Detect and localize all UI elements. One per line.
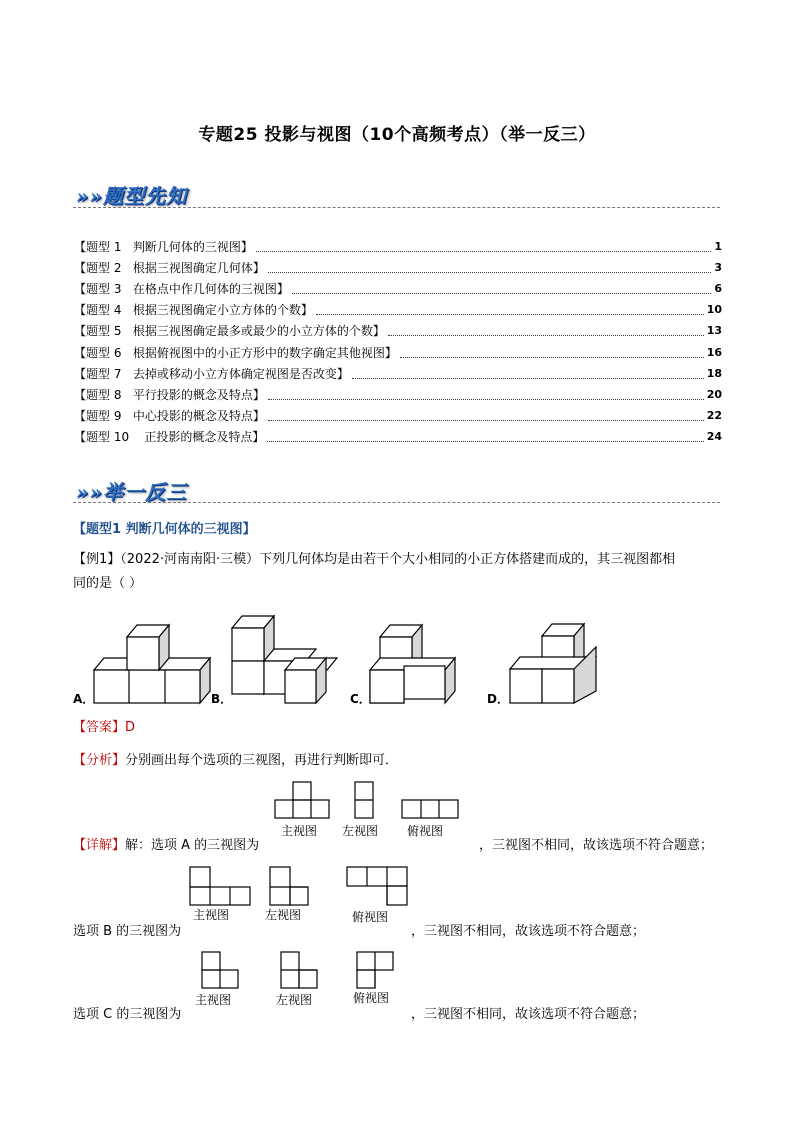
- toc-item[interactable]: 【题型 3 在格点中作几何体的三视图】 6: [74, 281, 722, 296]
- section-heading: 【题型1 判断几何体的三视图】: [73, 522, 256, 537]
- detail-option-c-conclusion: ，三视图不相同，故该选项不符合题意；: [411, 1007, 646, 1022]
- detail-option-b-conclusion: ，三视图不相同，故该选项不符合题意；: [411, 924, 646, 939]
- view-label-front: 主视图: [195, 993, 232, 1007]
- option-b-figure: [232, 616, 337, 703]
- view-label-top: 俯视图: [353, 991, 390, 1005]
- option-figures: [70, 612, 730, 712]
- toc-item[interactable]: 【题型 2 根据三视图确定几何体】 3: [74, 260, 722, 275]
- view-label-front: 主视图: [281, 824, 318, 838]
- option-c-figure: [370, 625, 455, 703]
- option-d-label: D．: [487, 692, 509, 706]
- detail-option-b: 选项 B 的三视图为: [73, 924, 182, 939]
- example-question: 【例1】（2022·河南南阳·三模）下列几何体均是由若干个大小相同的小正方体搭建而成的，其三视图都相 同的是（ ）: [73, 552, 676, 591]
- toc-item[interactable]: 【题型 8 平行投影的概念及特点】 20: [74, 387, 722, 402]
- divider: [73, 207, 720, 208]
- view-label-left: 左视图: [265, 908, 302, 922]
- view-label-left: 左视图: [276, 993, 313, 1007]
- view-label-front: 主视图: [193, 908, 230, 922]
- option-a-views: [270, 780, 470, 822]
- toc-item[interactable]: 【题型 7 去掉或移动小立方体确定视图是否改变】 18: [74, 366, 722, 381]
- toc-item[interactable]: 【题型 1 判断几何体的三视图】 1: [74, 239, 722, 254]
- detail-option-c: 选项 C 的三视图为: [73, 1007, 182, 1022]
- banner-topic-preview: »»题型先知: [76, 184, 187, 208]
- detail-option-a-conclusion: ，三视图不相同，故该选项不符合题意；: [479, 838, 714, 853]
- toc-item[interactable]: 【题型 5 根据三视图确定最多或最少的小立方体的个数】 13: [74, 323, 722, 338]
- view-label-left: 左视图: [342, 824, 379, 838]
- detail-option-a: 【详解】解：选项 A 的三视图为: [73, 838, 260, 853]
- toc-item[interactable]: 【题型 4 根据三视图确定小立方体的个数】 10: [74, 302, 722, 317]
- page-title: 专题25 投影与视图（10个高频考点）（举一反三）: [198, 125, 596, 145]
- option-a-figure: [94, 625, 210, 703]
- option-b-label: B．: [211, 692, 233, 706]
- view-label-top: 俯视图: [352, 910, 389, 924]
- option-a-label: A．: [73, 692, 95, 706]
- view-label-top: 俯视图: [407, 824, 444, 838]
- answer-line: 【答案】D: [73, 720, 136, 735]
- divider: [73, 502, 720, 503]
- option-c-views: [197, 948, 417, 992]
- toc-item[interactable]: 【题型 9 中心投影的概念及特点】 22: [74, 408, 722, 423]
- option-d-figure: [510, 624, 596, 703]
- analysis-line: 【分析】分别画出每个选项的三视图，再进行判断即可．: [73, 753, 399, 768]
- toc-item[interactable]: 【题型 6 根据俯视图中的小正方形中的数字确定其他视图】 16: [74, 345, 722, 360]
- banner-practice: »»举一反三: [76, 480, 187, 504]
- toc-item[interactable]: 【题型 10 正投影的概念及特点】 24: [74, 429, 722, 444]
- option-b-views: [185, 862, 415, 908]
- option-c-label: C．: [350, 692, 371, 706]
